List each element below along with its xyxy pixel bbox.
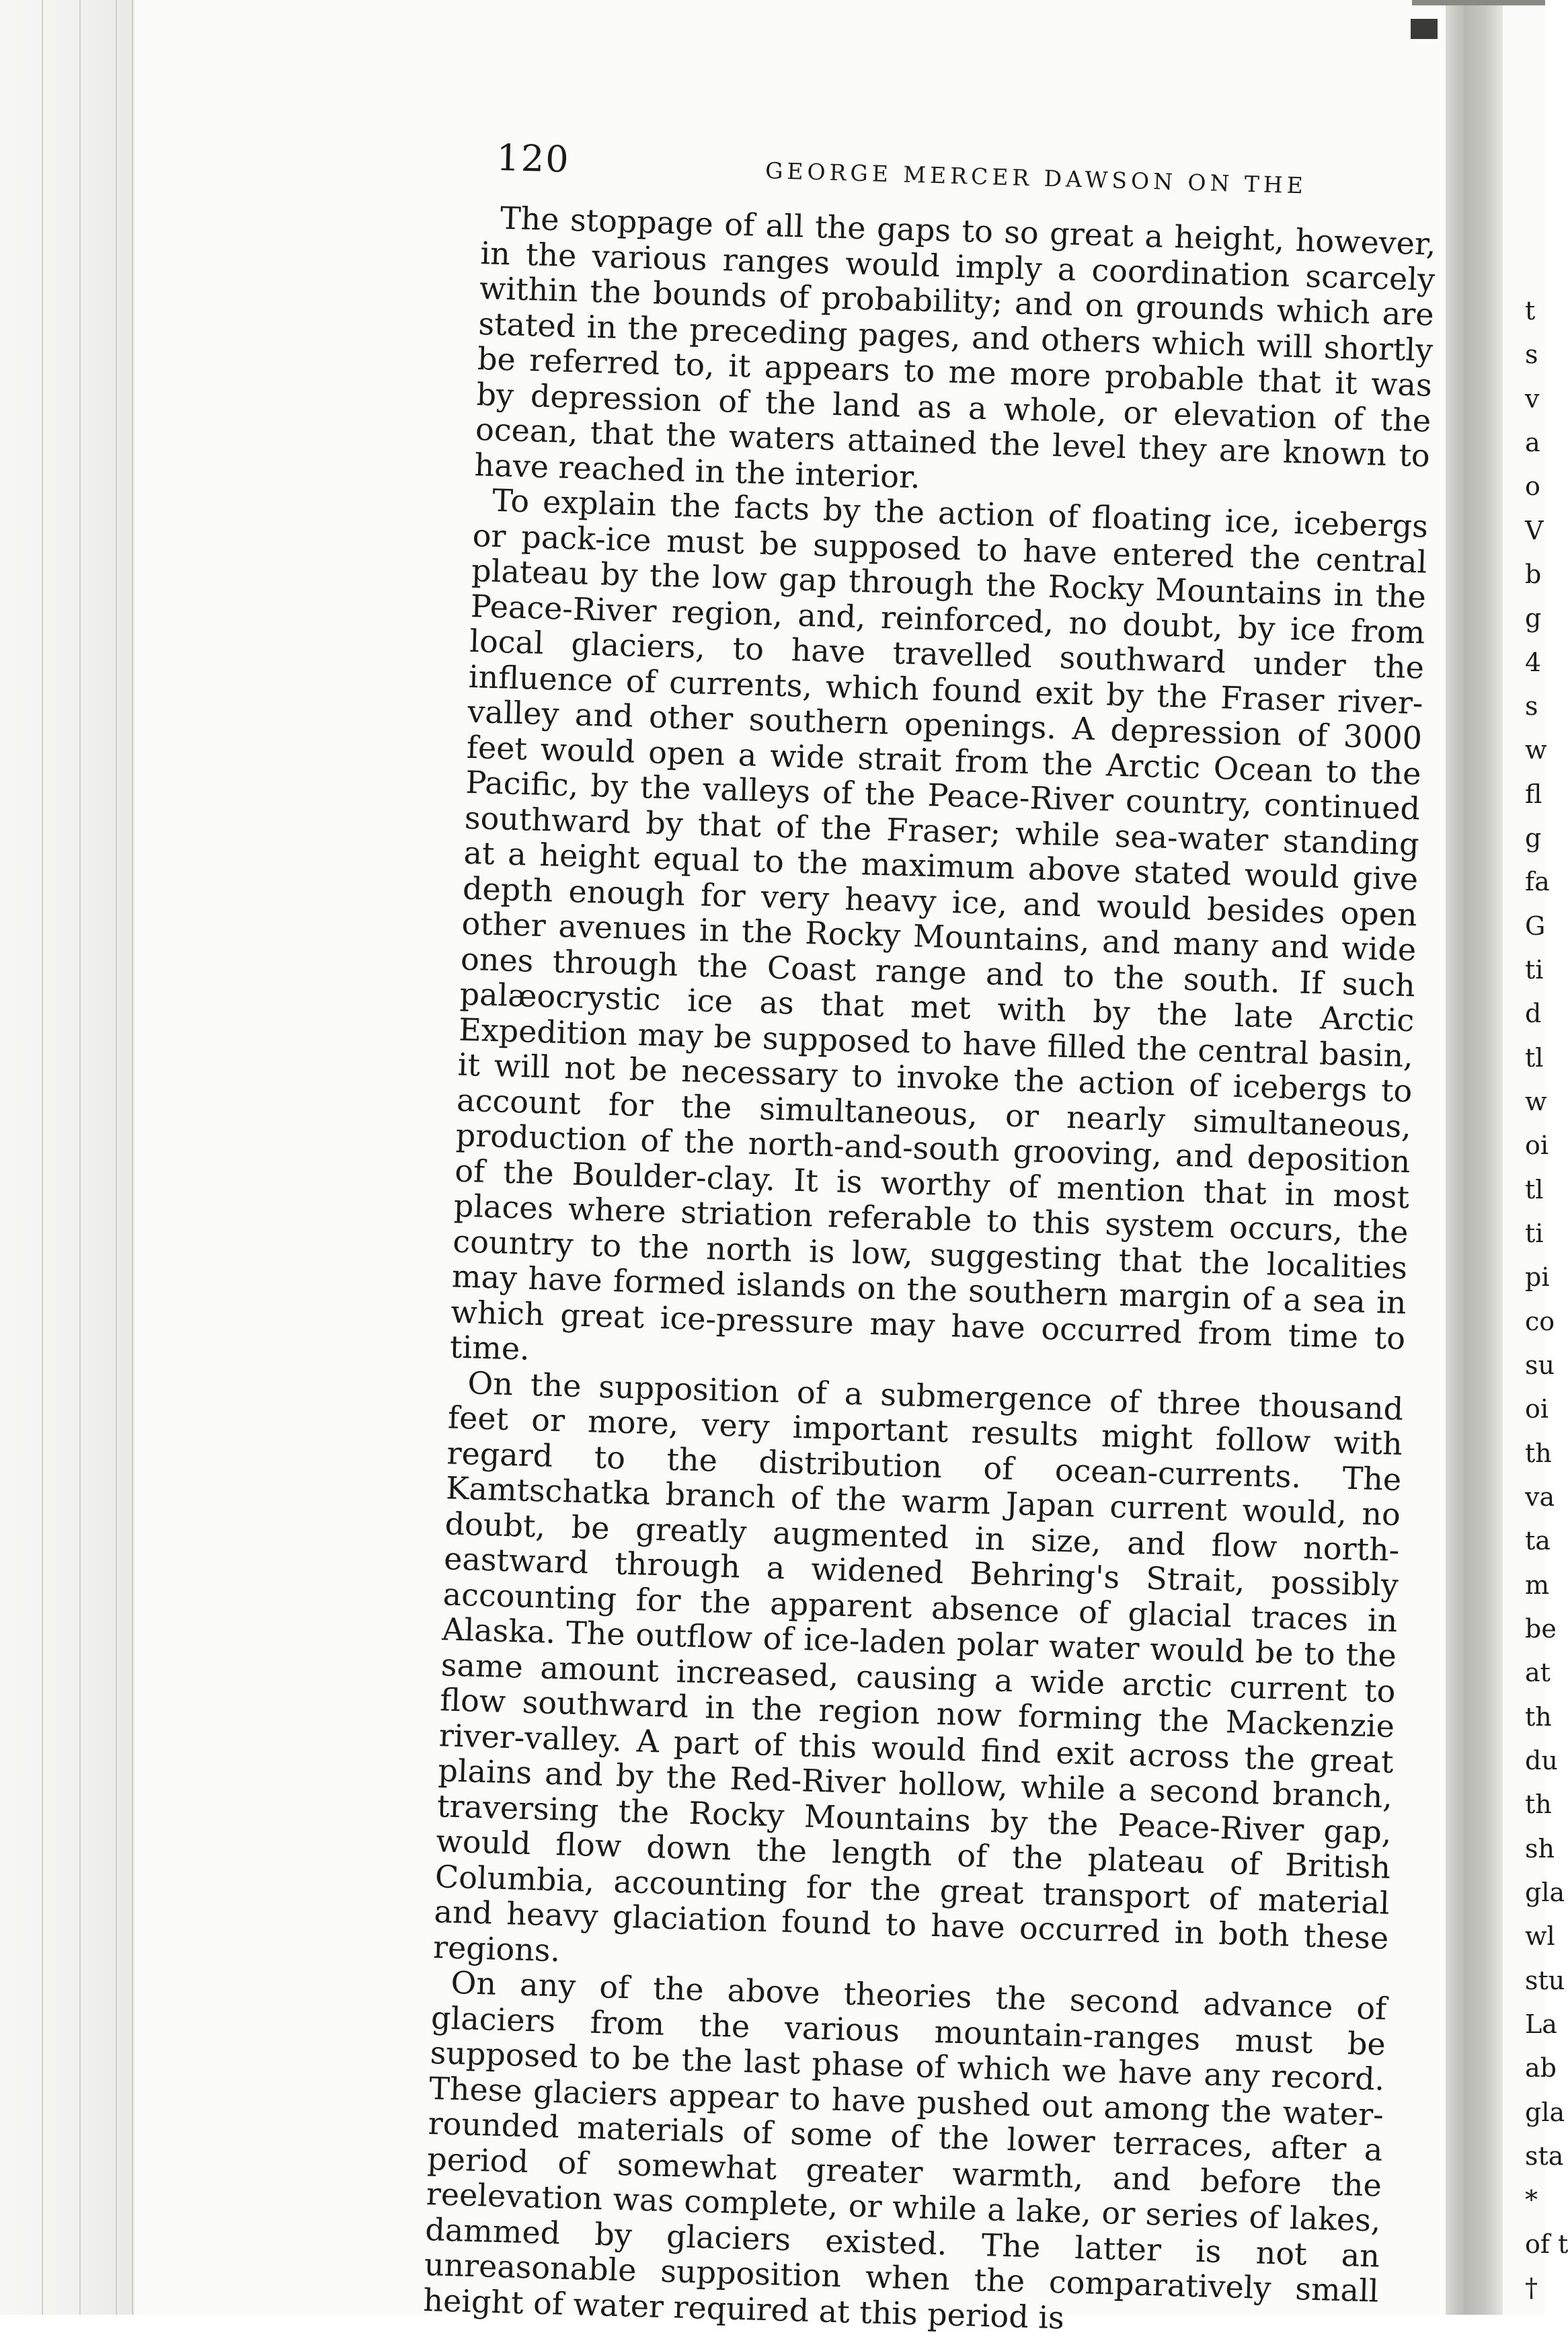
page-number: 120 — [496, 136, 571, 181]
next-page-fragment: va — [1525, 1482, 1555, 1512]
next-page-fragment: ti — [1525, 1219, 1544, 1248]
next-page-fragment: g — [1525, 823, 1542, 853]
page-edge-line — [116, 0, 117, 2315]
next-page-fragment: gla — [1525, 1878, 1565, 1907]
next-page-fragment: ta — [1525, 1526, 1551, 1555]
left-page-edge — [0, 0, 134, 2315]
next-page-fragment: oi — [1525, 1394, 1549, 1424]
next-page-fragment: co — [1525, 1307, 1555, 1336]
next-page-fragment: t — [1525, 296, 1536, 325]
next-page-fragment: * — [1525, 2185, 1538, 2215]
next-page-fragment: m — [1525, 1570, 1550, 1600]
paragraph: On the supposition of a submergence of three thousand feet or more, very important results might follow with regard to the distribution of ocean-currents. The Kamtschatka branch of the warm Japan current would, no doubt, be greatly augmented in size, and flow north-eastward through a widened Behring's Strait, possibly accounting for the apparent absence of glacial traces in Alaska. The outflow of ice-laden polar water would be to the same amount increased, causing a wide arctic current to flow southward in the region now forming the Mackenzie river-valley. A part of this would find exit across the great plains and by the Red-River hollow, while a second branch, traversing the Rocky Mountains by the Peace-River gap, would flow down the length of the plateau of British Columbia, accounting for the great transport of material and heavy glaciation found to have occurred in both these regions. — [432, 1364, 1404, 1968]
next-page-fragment: b — [1525, 560, 1542, 589]
next-page-fragment: w — [1525, 1087, 1547, 1116]
paragraph: On any of the above theories the second advance of glaciers from the various mountain-ranges must be supposed to be the last phase of which we have any record. These glaciers appear to have pushed out among the water-rounded materials of some of the lower terraces, after a period of somewhat greater warmth, and before the reelevation was complete, or while a lake, or series of lakes, dammed by glaciers existed. The latter is not an unreasonable supposition when the comparatively small height of water required at this period is — [422, 1964, 1387, 2336]
next-page-fragment: th — [1525, 1702, 1552, 1732]
next-page-fragment: tl — [1525, 1175, 1544, 1204]
next-page-fragment: th — [1525, 1438, 1552, 1468]
next-page-fragment: a — [1525, 428, 1540, 457]
next-page-fragment: fa — [1525, 867, 1550, 896]
next-page-fragment: sh — [1525, 1834, 1555, 1863]
next-page-fragment: g — [1525, 603, 1542, 633]
page-edge-line — [79, 0, 81, 2315]
next-page-fragment: La — [1525, 2009, 1557, 2039]
next-page-fragment: oi — [1525, 1130, 1549, 1160]
next-page-fragment: du — [1525, 1746, 1558, 1775]
next-page-fragment: sta — [1525, 2141, 1564, 2171]
next-page-fragment: wl — [1525, 1921, 1555, 1951]
next-page-fragment: of t — [1525, 2229, 1568, 2259]
next-page-fragment: G — [1525, 911, 1546, 941]
next-page-fragment: v — [1525, 384, 1540, 414]
page-edge-line — [42, 0, 43, 2315]
next-page-fragment: su — [1525, 1350, 1555, 1380]
next-page-fragment: † — [1525, 2273, 1538, 2303]
next-page-fragment: ti — [1525, 955, 1544, 985]
corner-mark — [1411, 19, 1438, 39]
next-page-fragment: fl — [1525, 779, 1542, 809]
next-page-fragment: tl — [1525, 1043, 1544, 1073]
next-page-fragment: 4 — [1525, 648, 1542, 677]
paragraph: To explain the facts by the action of floating ice, icebergs or pack-ice must be supposed to have entered the central plateau by the low gap through the Rocky Mountains in the Peace-River region, and, reinforced, no doubt, by ice from local glaciers, to have travelled southward under the influence of currents, which found exit by the Fraser river-valley and other southern openings. A depression of 3000 feet would open a wide strait from the Arctic Ocean to the Pacific, by the valleys of the Peace-River country, continued southward by that of the Fraser; while sea-water standing at a height equal to the maximum above stated would give depth enough for very heavy ice, and would besides open other avenues in the Rocky Mountains, and many and wide ones through the Coast range and to the south. If such palæocrystic ice as that met with by the late Arctic Expedition may be supposed to have filled the central basin, it will not be necessary to invoke the action of icebergs to account for the simultaneous, or nearly simultaneous, production of the north-and-south grooving, and deposition of the Boulder-clay. It is worthy of mention that in most places where striation referable to this system occurs, the country to the north is low, suggesting that the localities may have formed islands on the southern margin of a sea in which great ice-pressure may have occurred from time to time. — [449, 482, 1429, 1367]
binding-gutter-shadow — [1446, 0, 1503, 2315]
next-page-fragment: gla — [1525, 2098, 1565, 2127]
next-page-fragment: ab — [1525, 2053, 1557, 2083]
next-page-fragment: w — [1525, 735, 1547, 765]
next-page-fragment: s — [1525, 340, 1538, 369]
paragraph: The stoppage of all the gaps to so great a height, however, in the various ranges would imply a coordination scarcely within the bounds of probability; and on grounds which are stated in the preceding pages, and others which will shortly be referred to, it appears to me more probable that it was by depression of the land as a whole, or elevation of the ocean, that the waters attained the level they are known to have reached in the interior. — [474, 199, 1437, 496]
next-page-fragment: V — [1525, 516, 1544, 545]
next-page-fragment: be — [1525, 1614, 1557, 1644]
next-page-fragment: s — [1525, 691, 1538, 721]
body-text — [423, 200, 1436, 2344]
running-head: GEORGE MERCER DAWSON ON THE — [765, 157, 1308, 199]
next-page-fragment-column — [1525, 0, 1568, 2315]
page-edge-line — [132, 0, 133, 2315]
next-page-fragment: o — [1525, 471, 1540, 501]
next-page-fragment: d — [1525, 999, 1542, 1028]
next-page-fragment: th — [1525, 1790, 1552, 1819]
next-page-fragment: stu — [1525, 1966, 1565, 1995]
next-page-fragment: at — [1525, 1658, 1551, 1687]
next-page-fragment: pi — [1525, 1262, 1550, 1292]
